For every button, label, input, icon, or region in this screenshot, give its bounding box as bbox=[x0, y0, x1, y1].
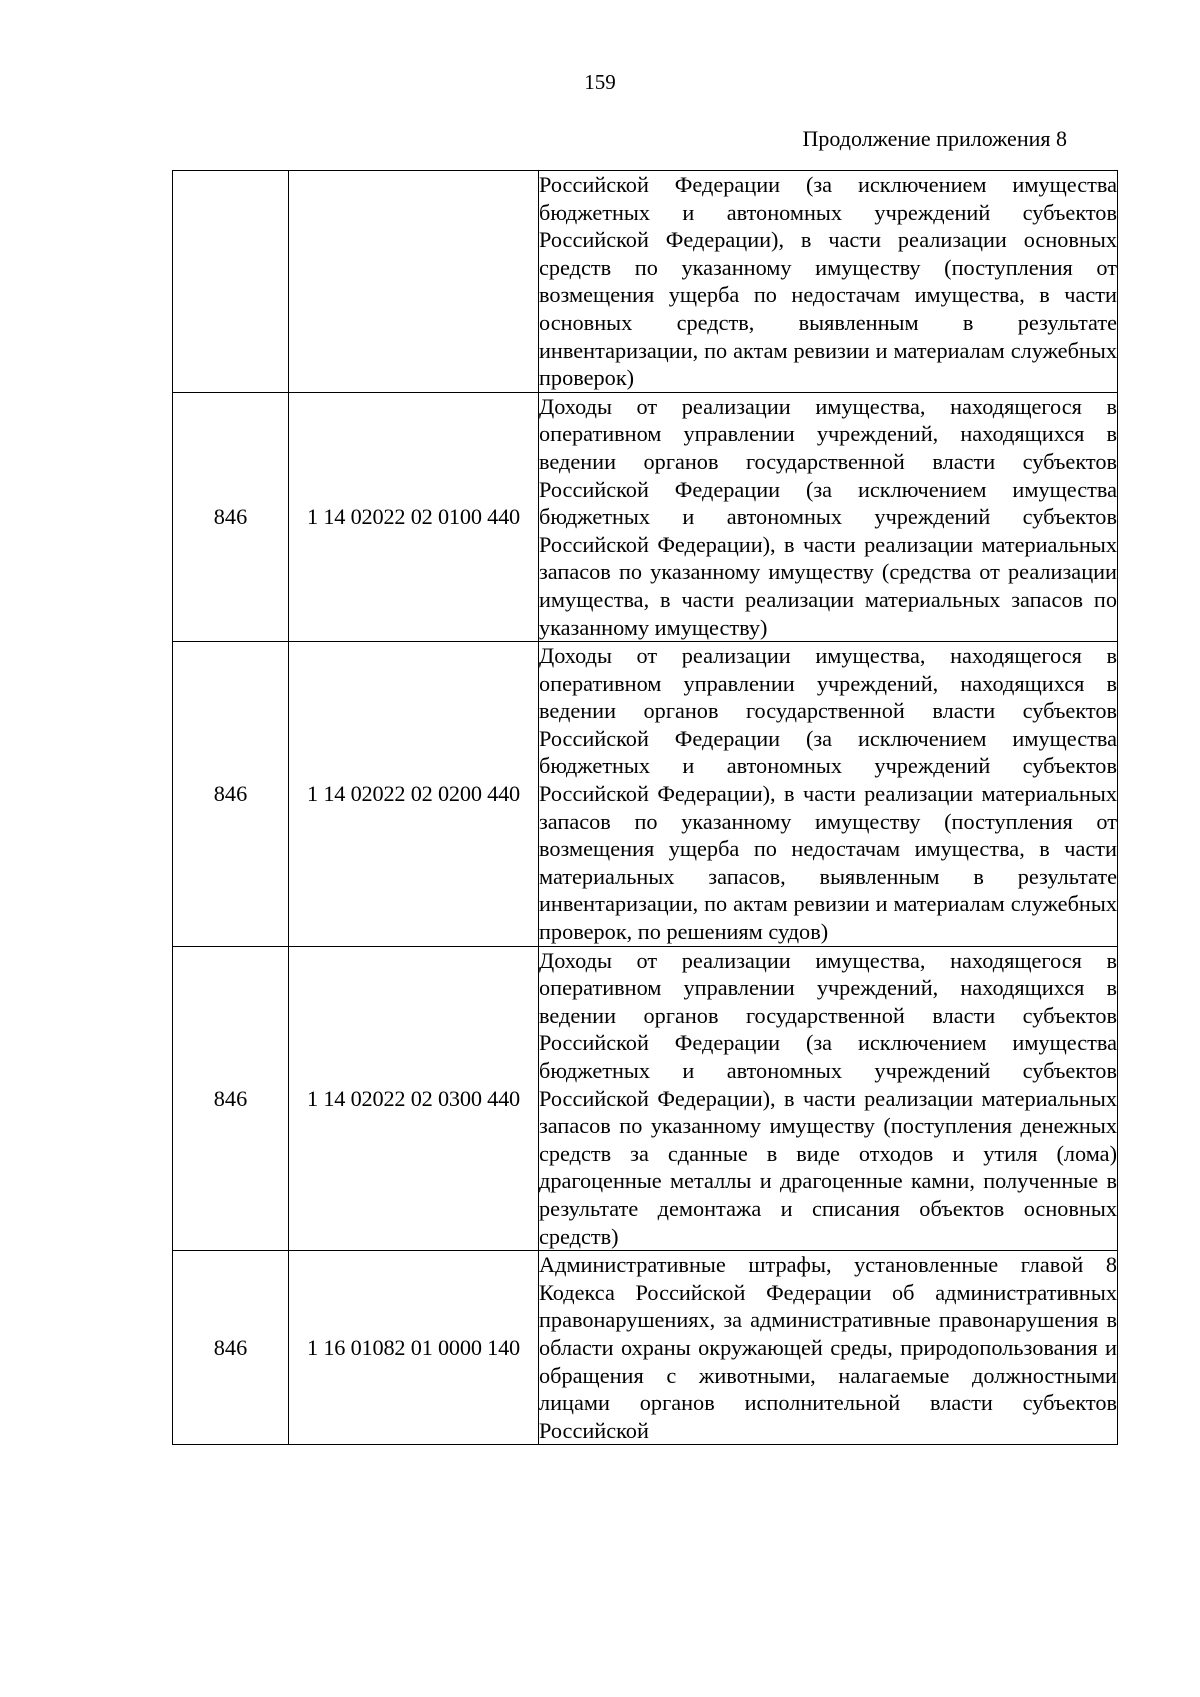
revenue-description-cell: Доходы от реализации имущества, находящегося в оперативном управлении учреждений, находящихся в ведении органов государственной власти субъектов Российской Федерации (за исключением имущества бюджетных и автономных учреждений субъектов Российской Федерации), в части реализации материальных запасов по указанному имуществу (поступления от возмещения ущерба по недостачам имущества, в части материальных запасов, выявленным в результате инвентаризации, по актам ревизии и материалам служебных проверок, по решениям судов) bbox=[539, 642, 1118, 947]
budget-classification-code-cell: 1 14 02022 02 0300 440 bbox=[289, 946, 539, 1251]
table-row bbox=[173, 946, 1118, 1251]
appendix-continuation-label: Продолжение приложения 8 bbox=[802, 126, 1067, 151]
budget-classification-code-cell: 1 14 02022 02 0100 440 bbox=[289, 392, 539, 641]
revenue-classification-table bbox=[172, 170, 1118, 1445]
page-number: 159 bbox=[584, 70, 616, 94]
administrator-code-cell: 846 bbox=[173, 1251, 289, 1445]
administrator-code-cell bbox=[173, 171, 289, 393]
table-row bbox=[173, 171, 1118, 393]
administrator-code-cell: 846 bbox=[173, 642, 289, 947]
revenue-description-cell: Административные штрафы, установленные главой 8 Кодекса Российской Федерации об административных правонарушениях, за административные правонарушения в области охраны окружающей среды, природопользования и обращения с животными, налагаемые должностными лицами органов исполнительной власти субъектов Российской bbox=[539, 1251, 1118, 1445]
table-row bbox=[173, 1251, 1118, 1445]
budget-classification-code-cell bbox=[289, 171, 539, 393]
table-row bbox=[173, 392, 1118, 641]
administrator-code-cell: 846 bbox=[173, 946, 289, 1251]
budget-classification-code-cell: 1 16 01082 01 0000 140 bbox=[289, 1251, 539, 1445]
revenue-description-cell: Российской Федерации (за исключением имущества бюджетных и автономных учреждений субъектов Российской Федерации), в части реализации основных средств по указанному имуществу (поступления от возмещения ущерба по недостачам имущества, в части основных средств, выявленным в результате инвентаризации, по актам ревизии и материалам служебных проверок) bbox=[539, 171, 1118, 393]
administrator-code-cell: 846 bbox=[173, 392, 289, 641]
revenue-description-cell: Доходы от реализации имущества, находящегося в оперативном управлении учреждений, находящихся в ведении органов государственной власти субъектов Российской Федерации (за исключением имущества бюджетных и автономных учреждений субъектов Российской Федерации), в части реализации материальных запасов по указанному имуществу (поступления денежных средств за сданные в виде отходов и утиля (лома) драгоценные металлы и драгоценные камни, полученные в результате демонтажа и списания объектов основных средств) bbox=[539, 946, 1118, 1251]
budget-classification-code-cell: 1 14 02022 02 0200 440 bbox=[289, 642, 539, 947]
revenue-description-cell: Доходы от реализации имущества, находящегося в оперативном управлении учреждений, находящихся в ведении органов государственной власти субъектов Российской Федерации (за исключением имущества бюджетных и автономных учреждений субъектов Российской Федерации), в части реализации материальных запасов по указанному имуществу (средства от реализации имущества, в части реализации материальных запасов по указанному имуществу) bbox=[539, 392, 1118, 641]
table-row bbox=[173, 642, 1118, 947]
